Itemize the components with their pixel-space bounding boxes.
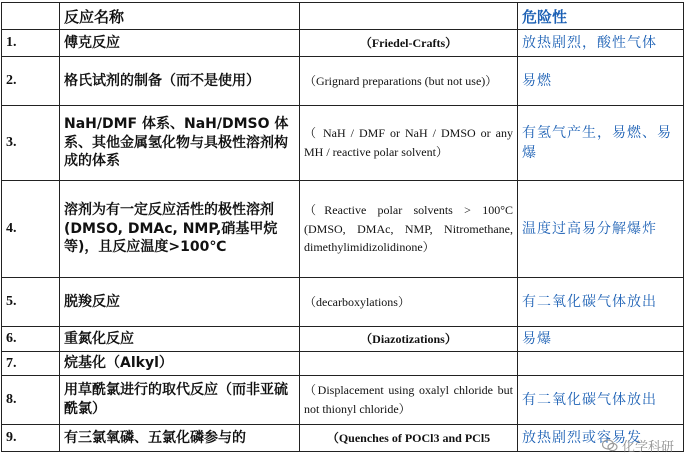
- hazard-text: 有二氧化碳气体放出: [518, 376, 684, 425]
- hazard-text: 易爆: [518, 327, 684, 352]
- header-reaction-name: 反应名称: [60, 3, 300, 30]
- header-number: [2, 3, 60, 30]
- reaction-name: 有三氯氧磷、五氯化磷参与的: [60, 425, 300, 452]
- row-number: 3.: [2, 106, 60, 181]
- reaction-name: 脱羧反应: [60, 278, 300, 327]
- reaction-name: 重氮化反应: [60, 327, 300, 352]
- row-number: 2.: [2, 57, 60, 106]
- row-number: 9.: [2, 425, 60, 452]
- reaction-english: （Grignard preparations (but not use)）: [300, 57, 518, 106]
- table-row: [2, 376, 684, 425]
- wechat-icon: [602, 439, 618, 452]
- reaction-english: （Reactive polar solvents > 100°C (DMSO, DMAc, NMP, Nitromethane, dimethylimidizolidinone）: [300, 181, 518, 278]
- reaction-hazard-table: [1, 2, 684, 452]
- table-row: [2, 57, 684, 106]
- reaction-name: 溶剂为有一定反应活性的极性溶剂(DMSO, DMAc, NMP,硝基甲烷等)，且反应温度>100℃: [60, 181, 300, 278]
- row-number: 5.: [2, 278, 60, 327]
- row-number: 7.: [2, 352, 60, 376]
- reaction-name: NaH/DMF 体系、NaH/DMSO 体系、其他金属氢化物与具极性溶剂构成的体系: [60, 106, 300, 181]
- table-row: [2, 352, 684, 376]
- reaction-english: （Friedel-Crafts）: [300, 30, 518, 57]
- hazard-text: [518, 352, 684, 376]
- table-header-row: [2, 3, 684, 30]
- header-english: [300, 3, 518, 30]
- reaction-name: 格氏试剂的制备（而不是使用）: [60, 57, 300, 106]
- reaction-english: （Quenches of POCl3 and PCl5: [300, 425, 518, 452]
- hazard-text: 放热剧烈或容易发: [518, 425, 684, 452]
- reaction-english: （Displacement using oxalyl chloride but not thionyl chloride）: [300, 376, 518, 425]
- table-row: [2, 106, 684, 181]
- watermark: [602, 436, 674, 455]
- table-row: [2, 278, 684, 327]
- table-row: [2, 181, 684, 278]
- hazard-text: 有氢气产生，易燃、易爆: [518, 106, 684, 181]
- reaction-english: （ NaH / DMF or NaH / DMSO or any MH / reactive polar solvent）: [300, 106, 518, 181]
- watermark-text: 化学科研: [621, 440, 674, 455]
- hazard-text: 易燃: [518, 57, 684, 106]
- reaction-name: 傅克反应: [60, 30, 300, 57]
- hazard-text: 温度过高易分解爆炸: [518, 181, 684, 278]
- row-number: 8.: [2, 376, 60, 425]
- row-number: 1.: [2, 30, 60, 57]
- table-row: [2, 30, 684, 57]
- reaction-name: 用草酰氯进行的取代反应（而非亚硫酰氯）: [60, 376, 300, 425]
- reaction-english: （decarboxylations）: [300, 278, 518, 327]
- header-hazard: 危险性: [518, 3, 684, 30]
- hazard-text: 放热剧烈，酸性气体: [518, 30, 684, 57]
- row-number: 6.: [2, 327, 60, 352]
- reaction-name: 烷基化（Alkyl）: [60, 352, 300, 376]
- reaction-english: [300, 352, 518, 376]
- reaction-english: （Diazotizations）: [300, 327, 518, 352]
- row-number: 4.: [2, 181, 60, 278]
- table-row: [2, 327, 684, 352]
- hazard-text: 有二氧化碳气体放出: [518, 278, 684, 327]
- table-row: [2, 425, 684, 452]
